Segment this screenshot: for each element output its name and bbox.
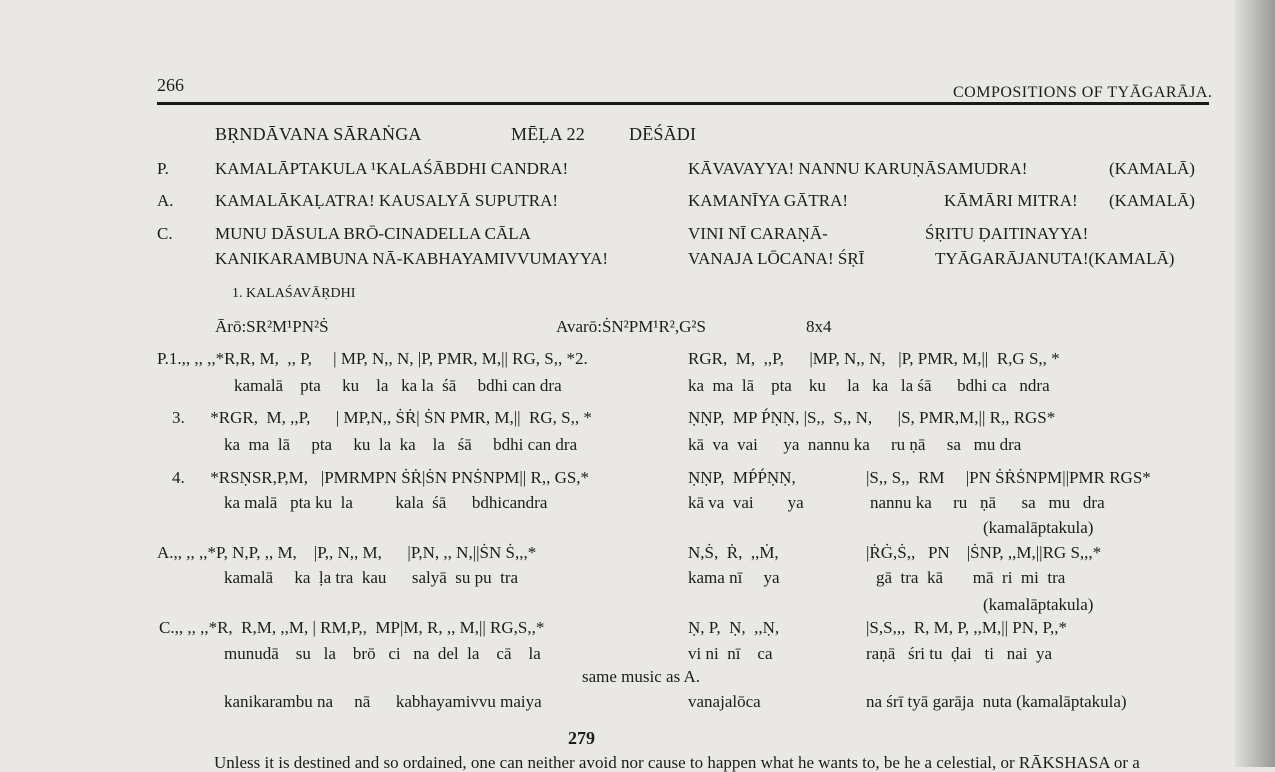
pallavi-left: KAMALĀPTAKULA ¹KALAŚĀBDHI CANDRA! [215, 159, 569, 178]
notation-3-text-right: kā va vai ya [688, 493, 804, 512]
notation-5-text-left: munudā su la brō ci na del la cā la [224, 644, 541, 663]
notation-1-text-left: kamalā pta ku la ka la śā bdhi can dra [234, 376, 562, 395]
pallavi-label: P. [157, 159, 169, 178]
notation-2-notes-right: ṆṆP, MP ṔṆṆ, |S,, S,, N, |S, PMR,M,|| R,, RGS* [688, 408, 1056, 427]
raga-name: BṚNDĀVANA SĀRAṄGA [215, 124, 422, 144]
bottom-prose-line: Unless it is destined and so ordained, one can neither avoid nor cause to happen what he wants to, be he a celestial, or RĀKSHASA or a [214, 753, 1140, 772]
charanam-line1-right-a: VINI NĪ CARAṆĀ- [688, 224, 828, 243]
running-title: COMPOSITIONS OF TYĀGARĀJA. [953, 84, 1213, 101]
charanam-line1-right-b: ŚṚITU ḌAITINAYYA! [925, 224, 1089, 243]
charanam-line2-left: KANIKARAMBUNA NĀ-KABHAYAMIVVUMAYYA! [215, 249, 609, 268]
footnote-tala: 8x4 [806, 317, 832, 336]
notation-5-notes-right: Ṇ, P, Ṇ, ,,Ṇ, [688, 618, 780, 637]
notation-5-notes-left: C.,, ,, ,,*R, R,M, ,,M, | RM,P,, MP|M, R, ,, M,|| RG,S,,* [159, 618, 545, 637]
notation-3-tag: (kamalāptakula) [983, 518, 1094, 537]
same-music-note: same music as A. [582, 667, 701, 686]
anupallavi-left: KAMALĀKAḶATRA! KAUSALYĀ SUPUTRA! [215, 191, 559, 210]
notation-2-text-right: kā va vai ya nannu ka ru ṇā sa mu dra [688, 435, 1022, 454]
page-number: 266 [157, 75, 184, 95]
notation-2-text-left: ka ma lā pta ku la ka la śā bdhi can dra [224, 435, 578, 454]
notation-4-text-right2: gā tra kā mā ri mi tra [876, 568, 1066, 587]
footer-page-number: 279 [568, 728, 595, 748]
avarohana: Avarō:ṠN²PM¹R²,G²S [556, 317, 706, 336]
footnote-raga-name: 1. KALAŚAVĀṚDHI [232, 286, 356, 301]
notation-4-notes-right2: |ṘĠ,Ṡ,, PN |ṠNP, ,,M,||RG S,,,* [866, 543, 1102, 562]
charanam-line1-left: MUNU DĀSULA BRŌ-CINADELLA CĀLA [215, 224, 531, 243]
notation-3-notes-right: ṆṆP, MṔṔṆṆ, [688, 468, 796, 487]
notation-3-text-left: ka malā pta ku la kala śā bdhicandra [224, 493, 548, 512]
final-line-left: kanikarambu na nā kabhayamivvu maiya [224, 692, 542, 711]
notation-4-text-left: kamalā ka ḷa tra kau salyā su pu tra [224, 568, 519, 587]
final-line-right: na śrī tyā garāja nuta (kamalāptakula) [866, 692, 1127, 711]
pallavi-right: KĀVAVAYYA! NANNU KARUṆĀSAMUDRA! [688, 159, 1028, 178]
header-rule [157, 102, 1209, 105]
pallavi-tag: (KAMALĀ) [1109, 159, 1195, 178]
notation-2-notes-left: 3. *RGR, M, ,,P, | MP,N,, ṠṘ| ṠN PMR, M,|| RG, S,, * [172, 408, 592, 427]
notation-1-notes-right: RGR, M, ,,P, |MP, N,, N, |P, PMR, M,|| R,G S,, * [688, 349, 1060, 368]
tala-name: DĒŚĀDI [629, 124, 697, 144]
anupallavi-right-a: KAMANĪYA GĀTRA! [688, 191, 849, 210]
notation-4-text-right: kama nī ya [688, 568, 780, 587]
notation-1-text-right: ka ma lā pta ku la ka la śā bdhi ca ndra [688, 376, 1050, 395]
notation-3-notes-right2: |S,, S,, RM |PN ṠṘṠNPM||PMR RGS* [866, 468, 1151, 487]
charanam-line2-right-a: VANAJA LŌCANA! ŚṚĪ [688, 249, 865, 268]
notation-1-notes-left: P.1.,, ,, ,,*R,R, M, ,, P, | MP, N,, N, |P, PMR, M,|| RG, S,, *2. [157, 349, 588, 368]
arohana: Ārō:SR²M¹PN²Ṡ [215, 317, 329, 336]
mela-number: MĒḶA 22 [511, 124, 585, 144]
anupallavi-tag: (KAMALĀ) [1109, 191, 1195, 210]
notation-5-text-right2: raṇā śri tu ḍai ti nai ya [866, 644, 1053, 663]
anupallavi-label: A. [157, 191, 174, 210]
notation-5-text-right: vi ni nī ca [688, 644, 773, 663]
final-line-middle: vanajalōca [688, 692, 761, 711]
anupallavi-right-b: KĀMĀRI MITRA! [944, 191, 1078, 210]
notation-3-notes-left: 4. *RSṆSR,P,M, |PMRMPN ṠṘ|ṠN PNṠNPM|| R,, GS,* [172, 468, 590, 487]
notation-4-notes-left: A.,, ,, ,,*P, N,P, ,, M, |P,, N,, M, |P,N, ,, N,||ṠN Ṡ,,,* [157, 543, 537, 562]
notation-4-notes-right: N,Ṡ, Ṙ, ,,Ṁ, [688, 543, 779, 562]
charanam-line2-right-b: TYĀGARĀJANUTA!(KAMALĀ) [935, 249, 1175, 268]
page-edge-shadow [1235, 0, 1275, 767]
notation-3-text-right2: nannu ka ru ṇā sa mu dra [870, 493, 1105, 512]
notation-4-tag: (kamalāptakula) [983, 595, 1094, 614]
notation-5-notes-right2: |S,S,,, R, M, P, ,,M,|| PN, P,,* [866, 618, 1068, 637]
charanam-label: C. [157, 224, 173, 243]
